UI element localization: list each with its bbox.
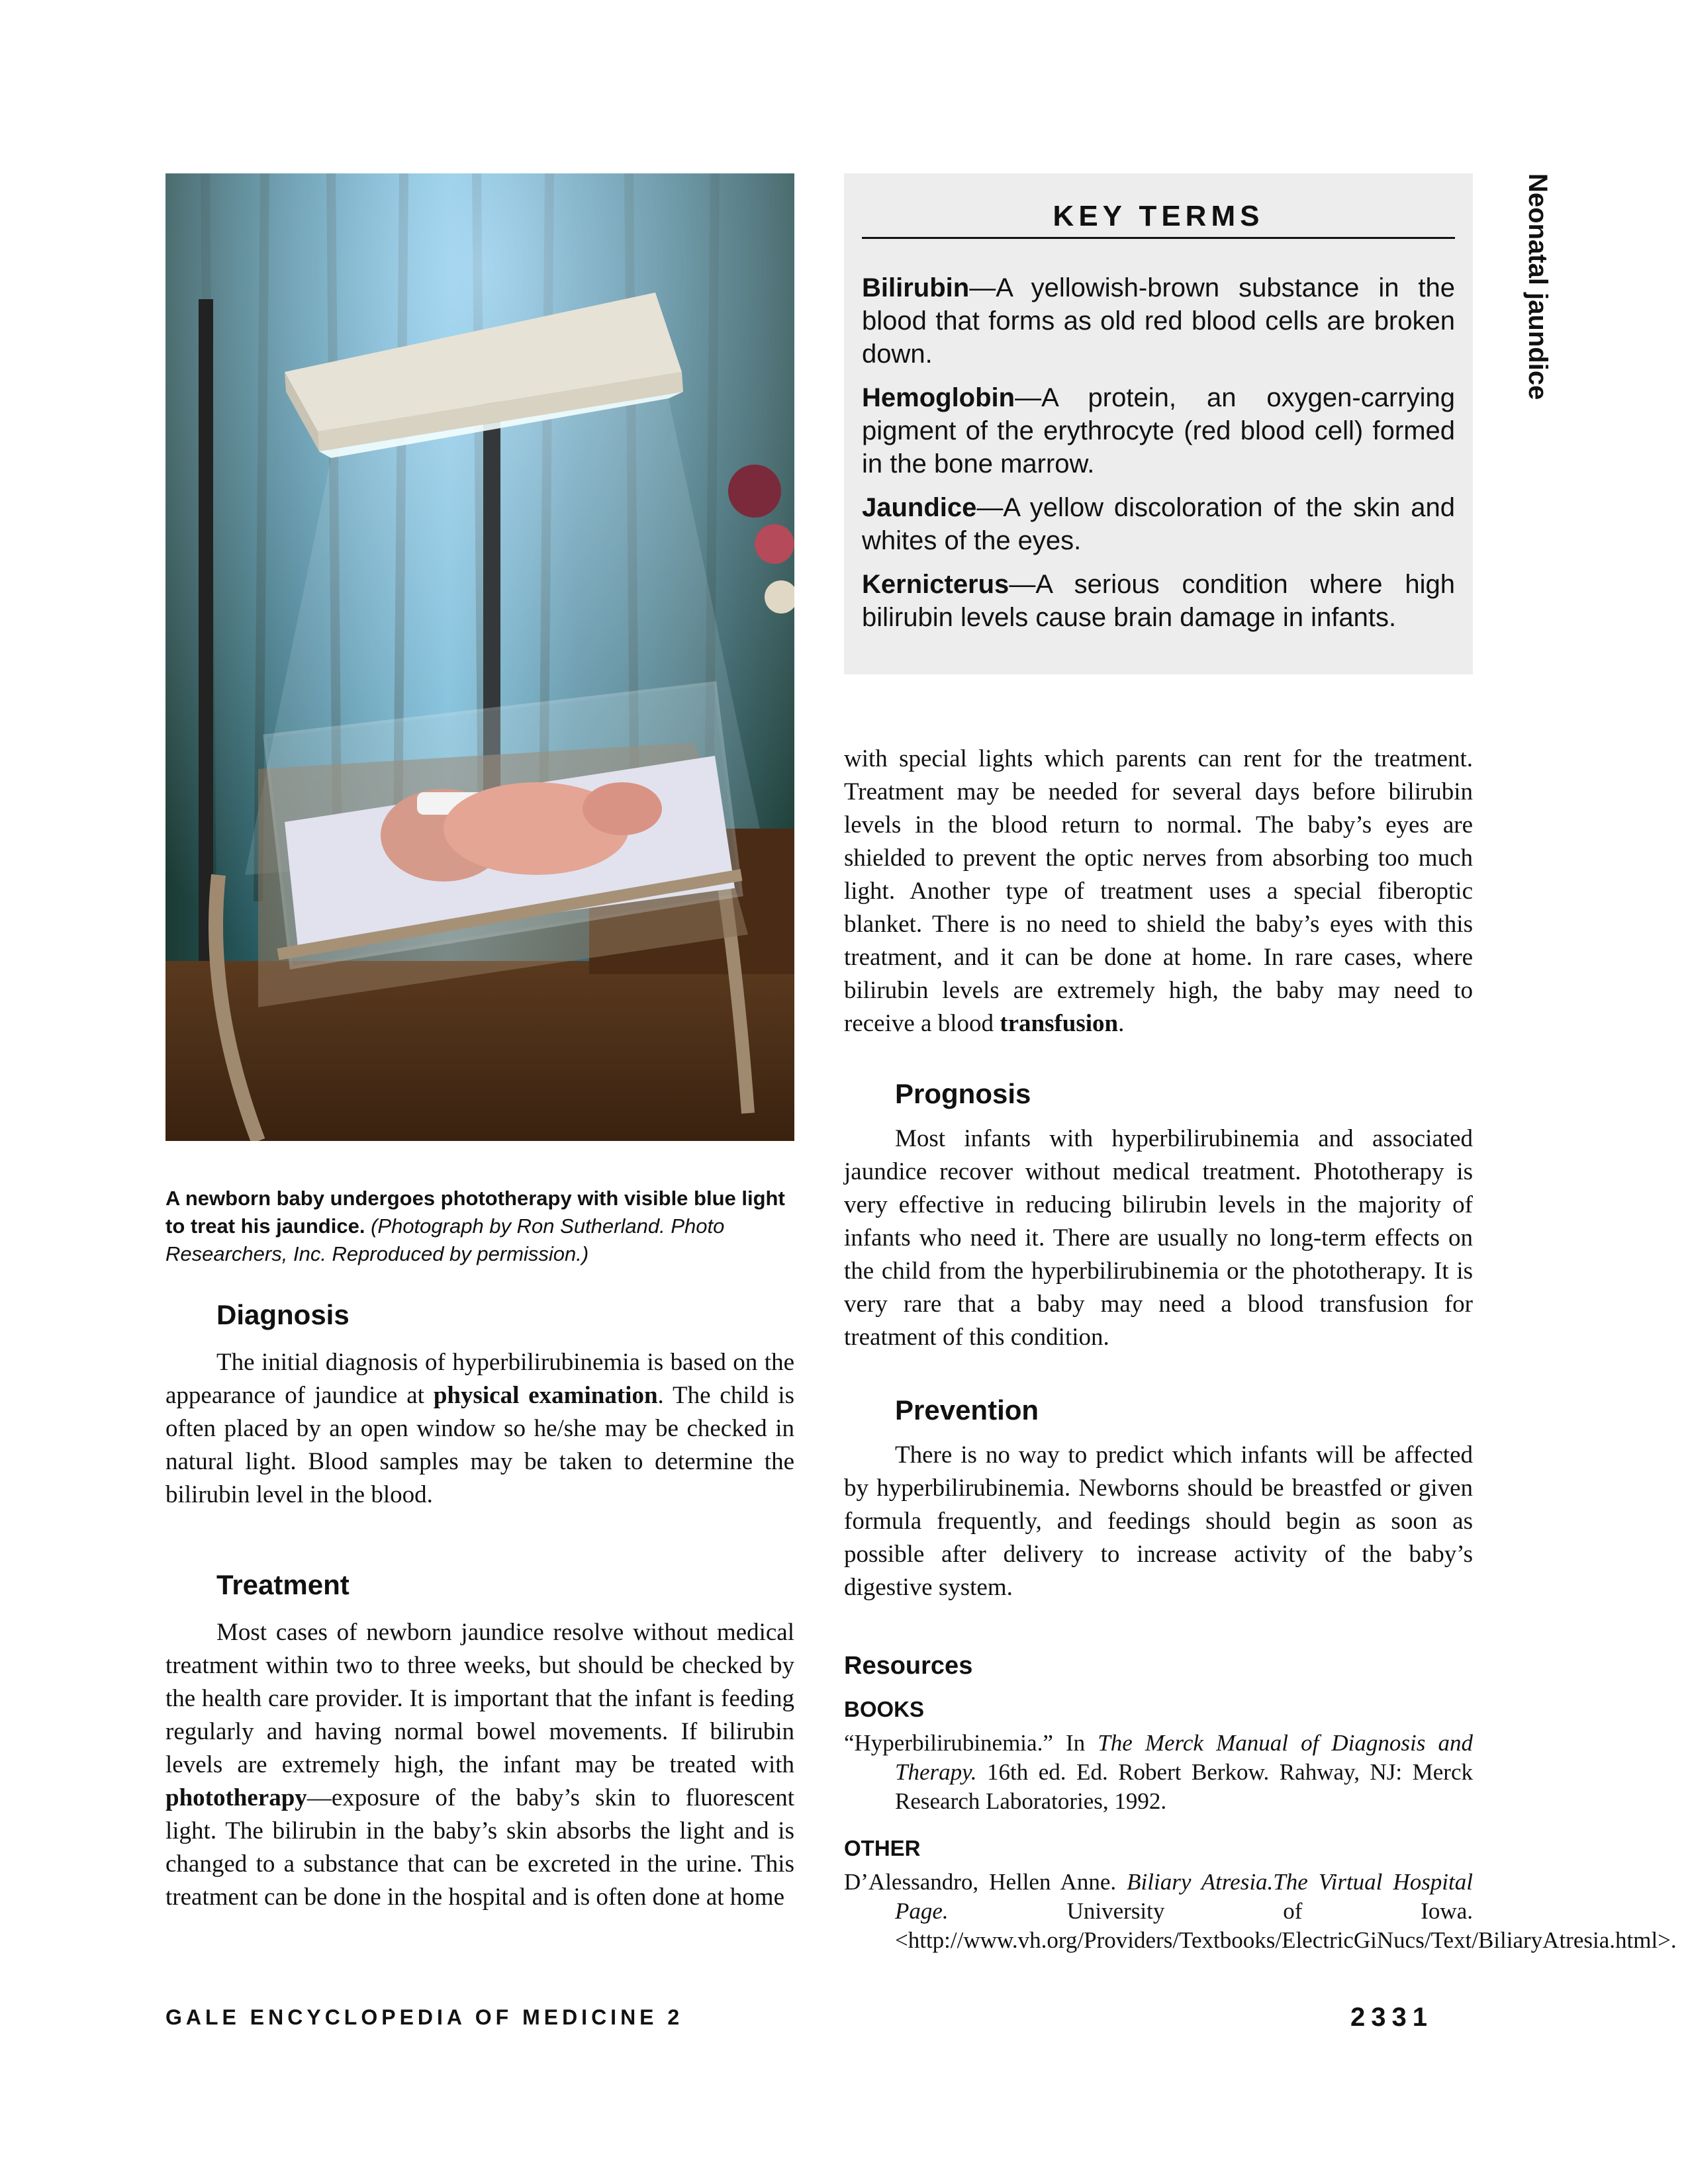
other-heading: OTHER [844,1836,921,1860]
book-ref-title: The Merck Manual of Diagnosis and Therapy. [895,1730,1473,1785]
treatment-continued [844,743,1473,1040]
key-terms-list [862,271,1455,645]
key-term-item [862,491,1455,557]
diagnosis-text-2: . The child is often placed by an open window so he/she may be checked in natural light. Blood samples may be taken to determine the bilirubin level in the blood. [165,1382,794,1508]
photo-caption [165,1185,794,1268]
phototherapy-photo [165,173,794,1141]
key-term-definition: —A protein, an oxygen-carrying pigment of the erythrocyte (red blood cell) formed in the bone marrow. [862,383,1455,478]
footer-publication: GALE ENCYCLOPEDIA OF MEDICINE 2 [165,2005,684,2029]
treatment-paragraph [165,1616,794,1914]
books-heading: BOOKS [844,1697,925,1721]
key-term-definition: —A yellow discoloration of the skin and whites of the eyes. [862,493,1455,555]
continuation-text-2: . [1118,1010,1125,1037]
key-term-word: Hemoglobin [862,383,1015,412]
book-ref-post: 16th ed. Ed. Robert Berkow. Rahway, NJ: Merck Research Laboratories, 1992. [895,1759,1473,1814]
prevention-section [844,1394,1473,1604]
diagnosis-bold: physical examination [433,1382,658,1409]
prognosis-paragraph: Most infants with hyperbilirubinemia and associated jaundice recover without medical treatment. Phototherapy is very effective in reducing bilirubin levels in the majority of infants who need it. There are usually no long-term effects on the child from the hyperbilirubinemia or the phototherapy. It is very rare that a baby may need a blood transfusion for treatment of this condition. [844,1125,1473,1351]
photo-illustration [165,173,794,1141]
diagnosis-text-1: The initial diagnosis of hyperbilirubinemia is based on the appearance of jaundice at [165,1349,794,1409]
key-term-word: Bilirubin [862,273,970,302]
other-ref-title: Biliary Atresia.The Virtual Hospital Page. [895,1869,1473,1924]
diagnosis-heading: Diagnosis [216,1299,350,1330]
treatment-text-1: Most cases of newborn jaundice resolve without medical treatment within two to three weeks, but should be checked by the health care provider. It is important that the infant is feeding regularly and having normal bowel movements. If bilirubin levels are extremely high, the infant may be treated with [165,1619,794,1778]
continuation-text-1: with special lights which parents can rent for the treatment. Treatment may be needed for several days before bilirubin levels in the blood return to normal. The baby’s eyes are shielded to prevent the optic nerves from absorbing too much light. Another type of treatment uses a special fiberoptic blanket. There is no need to shield the baby’s eyes with this treatment, and it can be done at home. In rare cases, where bilirubin levels are extremely high, the baby may need to receive a blood [844,745,1473,1037]
caption-credit: (Photograph by Ron Sutherland. Photo Researchers, Inc. Reproduced by permission.) [165,1214,725,1265]
treatment-continued-paragraph [844,743,1473,1040]
treatment-section [165,1569,794,1914]
book-ref-pre: “Hyperbilirubinemia.” In [844,1730,1098,1756]
key-term-word: Kernicterus [862,570,1009,599]
caption-bold-text: A newborn baby undergoes phototherapy with visible blue light to treat his jaundice. [165,1187,785,1238]
key-term-item [862,381,1455,480]
treatment-bold: phototherapy [165,1784,307,1811]
other-ref-pre: D’Alessandro, Hellen Anne. [844,1869,1127,1895]
treatment-heading: Treatment [216,1569,350,1600]
key-term-definition: —A serious condition where high bilirubin levels cause brain damage in infants. [862,570,1455,632]
page-number: 2331 [1350,2003,1433,2032]
key-term-item [862,271,1455,371]
diagnosis-paragraph [165,1346,794,1512]
key-term-word: Jaundice [862,493,977,522]
resources-heading: Resources [844,1652,973,1680]
key-term-item [862,568,1455,634]
running-head [1506,173,1552,412]
prognosis-section [844,1077,1473,1354]
treatment-text-2: —exposure of the baby’s skin to fluorescent light. The bilirubin in the baby’s skin absorbs the light and is changed to a substance that can be excreted in the urine. This treatment can be done in the hospital and is often done at home [165,1784,794,1911]
continuation-bold: transfusion [1000,1010,1119,1037]
prevention-heading: Prevention [895,1394,1039,1426]
other-ref-post: University of Iowa. <http://www.vh.org/Providers/Textbooks/ElectricGiNucs/Text/BiliaryAtresia.html>. [895,1898,1677,1953]
other-reference [844,1868,1677,1955]
key-term-definition: —A yellowish-brown substance in the blood that forms as old red blood cells are broken down. [862,273,1455,369]
diagnosis-section [165,1298,794,1512]
book-reference [844,1729,1473,1816]
resources-section [844,1649,1677,1955]
prognosis-heading: Prognosis [895,1078,1031,1109]
key-terms-box [844,173,1473,674]
prevention-paragraph: There is no way to predict which infants will be affected by hyperbilirubinemia. Newborns should be breastfed or given formula frequently, and feedings should begin as soon as possible after delivery to increase activity of the baby’s digestive system. [844,1441,1473,1601]
running-head-text: Neonatal jaundice [1523,173,1552,400]
key-terms-title: KEY TERMS [862,200,1455,239]
